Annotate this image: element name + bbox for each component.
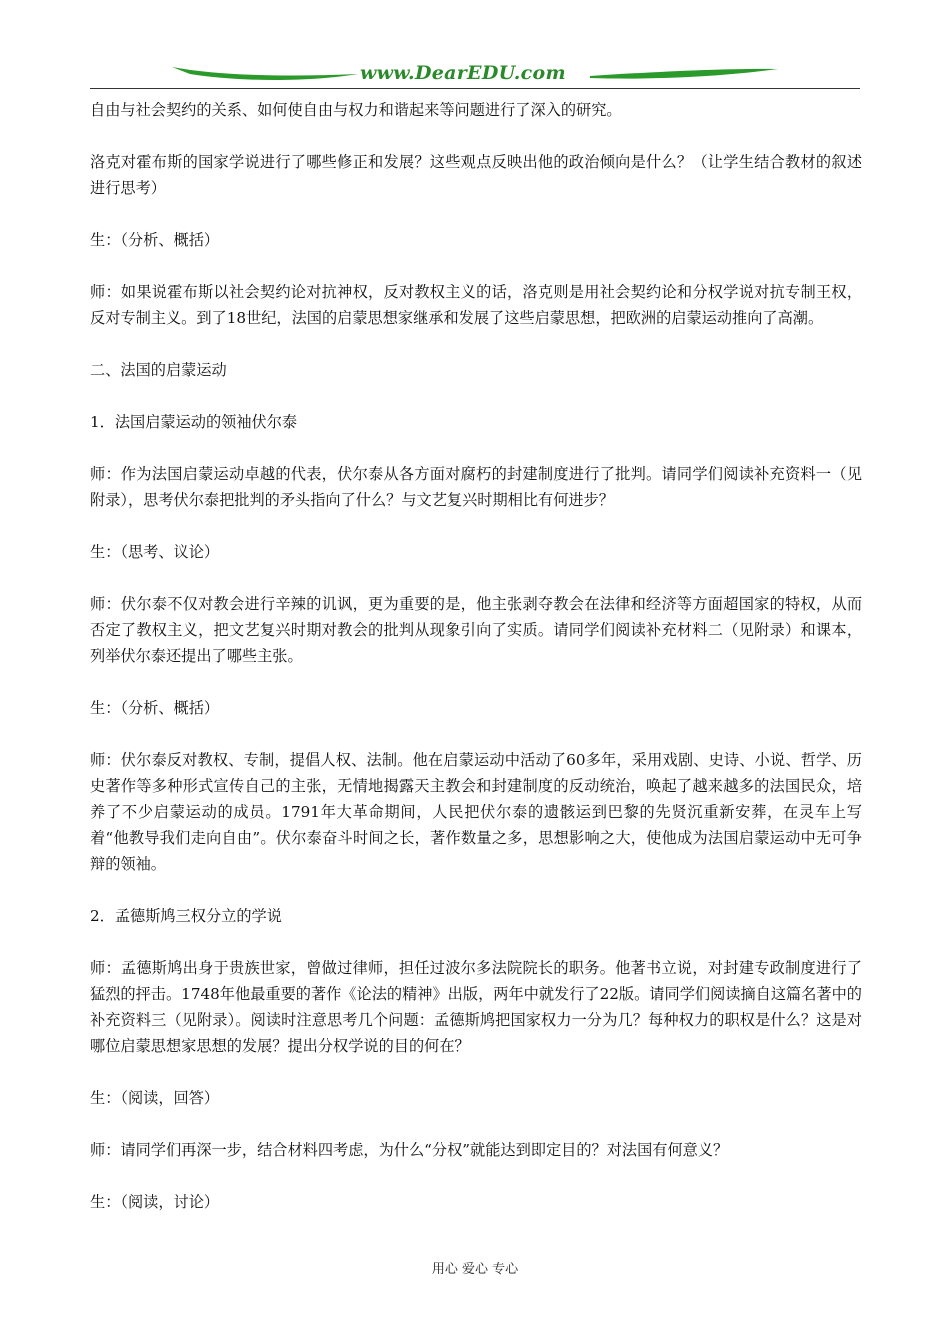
left-swoosh bbox=[172, 67, 358, 80]
paragraph: 师：请同学们再深一步，结合材料四考虑，为什么“分权”就能达到即定目的？对法国有何意义？ bbox=[90, 1141, 729, 1159]
section-heading: 二、法国的启蒙运动 bbox=[90, 361, 227, 379]
paragraph: 自由与社会契约的关系、如何使自由与权力和谐起来等问题进行了深入的研究。 bbox=[90, 101, 622, 119]
paragraph: 生：（思考、议论） bbox=[90, 543, 220, 561]
paragraph: 师：作为法国启蒙运动卓越的代表，伏尔泰从各方面对腐朽的封建制度进行了批判。请同学们阅读补充资料一（见附录），思考伏尔泰把批判的矛头指向了什么？与文艺复兴时期相比有何进步？ bbox=[90, 465, 862, 509]
paragraph: 生：（阅读，讨论） bbox=[90, 1193, 220, 1211]
page-footer: 用心 爱心 专心 bbox=[431, 1262, 519, 1277]
right-swoosh bbox=[590, 69, 778, 79]
paragraph: 师：伏尔泰不仅对教会进行辛辣的讥讽，更为重要的是，他主张剥夺教会在法律和经济等方面超国家的特权，从而否定了教权主义，把文艺复兴时期对教会的批判从现象引向了实质。请同学们阅读补充材料二（见附录）和课本，列举伏尔泰还提出了哪些主张。 bbox=[90, 595, 862, 665]
paragraph: 洛克对霍布斯的国家学说进行了哪些修正和发展？这些观点反映出他的政治倾向是什么？（让学生结合教材的叙述进行思考） bbox=[90, 153, 862, 197]
site-logo-text: www.DearEDU.com bbox=[360, 62, 566, 84]
paragraph: 生：（阅读，回答） bbox=[90, 1089, 220, 1107]
subsection-heading: 1．法国启蒙运动的领袖伏尔泰 bbox=[90, 413, 298, 431]
paragraph: 师：伏尔泰反对教权、专制，提倡人权、法制。他在启蒙运动中活动了60多年，采用戏剧、史诗、小说、哲学、历史著作等多种形式宣传自己的主张，无情地揭露天主教会和封建制度的反动统治，唤起了越来越多的法国民众，培养了不少启蒙运动的成员。1791年大革命期间，人民把伏尔泰的遗骸运到巴黎的先贤沉重新安葬，在灵车上写着“他教导我们走向自由”。伏尔泰奋斗时间之长，著作数量之多，思想影响之大，使他成为法国启蒙运动中无可争辩的领袖。 bbox=[90, 751, 862, 873]
paragraph: 生：（分析、概括） bbox=[90, 231, 220, 249]
subsection-heading: 2．孟德斯鸠三权分立的学说 bbox=[90, 907, 282, 925]
document-body bbox=[90, 97, 862, 1241]
header-divider bbox=[90, 88, 860, 89]
paragraph: 生：（分析、概括） bbox=[90, 699, 220, 717]
paragraph: 师：孟德斯鸠出身于贵族世家，曾做过律师，担任过波尔多法院院长的职务。他著书立说，对封建专政制度进行了猛烈的抨击。1748年他最重要的著作《论法的精神》出版，两年中就发行了22版。请同学们阅读摘自这篇名著中的补充资料三（见附录）。阅读时注意思考几个问题：孟德斯鸠把国家权力一分为几？每种权力的职权是什么？这是对哪位启蒙思想家思想的发展？提出分权学说的目的何在？ bbox=[90, 959, 862, 1055]
paragraph: 师：如果说霍布斯以社会契约论对抗神权，反对教权主义的话，洛克则是用社会契约论和分权学说对抗专制王权，反对专制主义。到了18世纪，法国的启蒙思想家继承和发展了这些启蒙思想，把欧洲的启蒙运动推向了高潮。 bbox=[90, 283, 862, 327]
